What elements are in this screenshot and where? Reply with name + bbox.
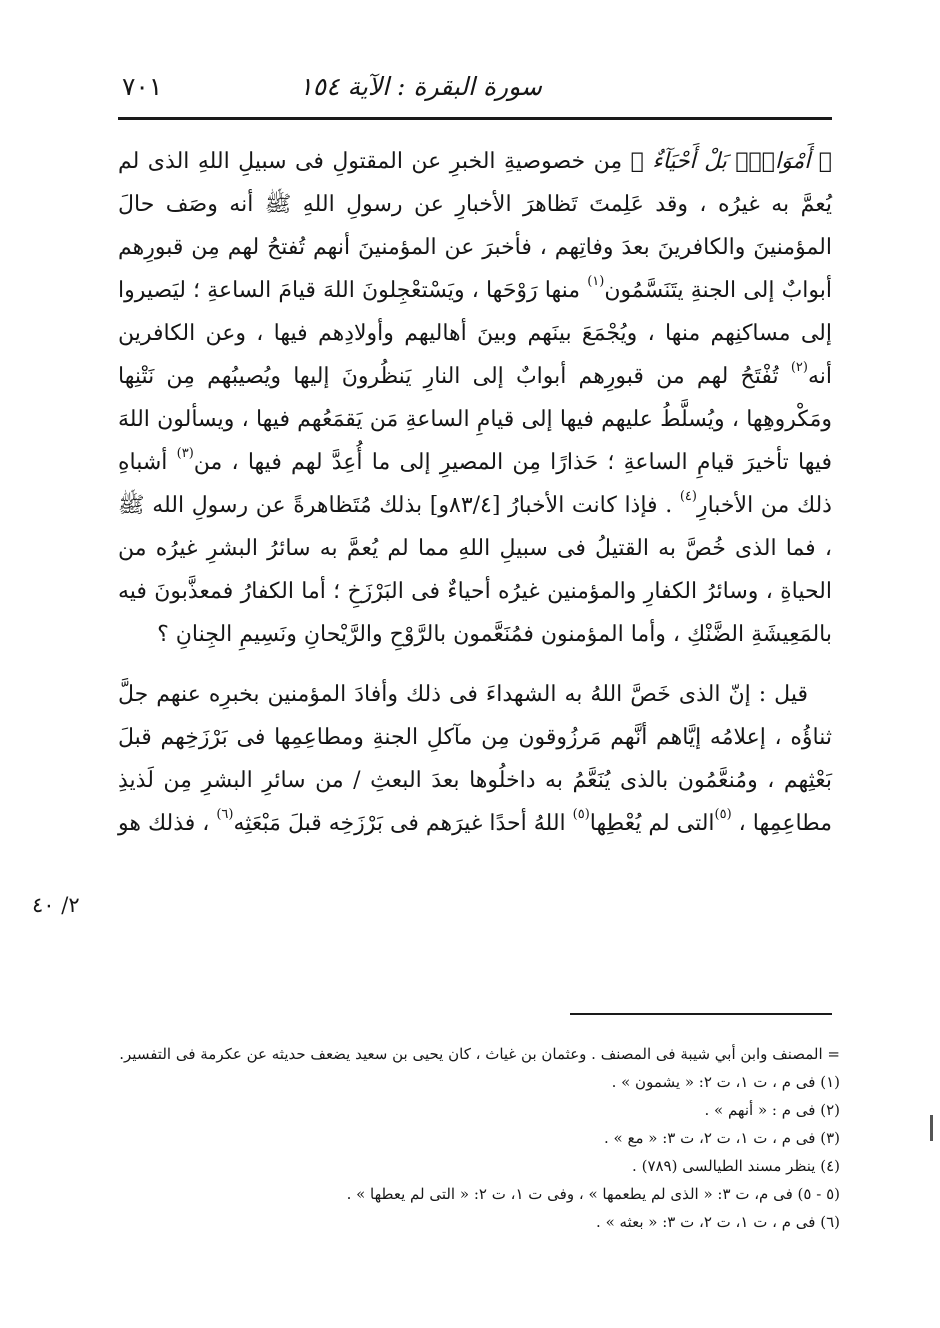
scan-edge-mark — [930, 1115, 933, 1141]
footnote-marker: (٥) — [572, 807, 590, 822]
page-header — [118, 60, 832, 120]
footnote-line: (٢) فى م : « أنهم » . — [704, 1101, 840, 1119]
footnote-separator — [570, 1013, 832, 1015]
footnote-line: (٦) فى م ، ت ١، ت ٢، ت ٣: « بعثه » . — [596, 1213, 840, 1231]
text-segment: اللهُ أحدًا غيرَهم فى بَرْزَخِه قبلَ مَبْعَثِه — [233, 811, 573, 836]
running-title: سورة البقرة : الآية ١٥٤ — [299, 72, 542, 101]
footnote-line: (١) فى م ، ت ١، ت ٢: « يشمون » . — [611, 1073, 840, 1091]
text-segment: منها رَوْحَها ، ويَسْتعْجِلونَ اللهَ قيامَ الساعةِ ؛ ليَصيروا إلى مساكنِهم منها ، ويُجْمَعَ بينَهم وبينَ أهاليهم وأولادِهم فيها ، وعن الكافرين أنه — [118, 278, 832, 389]
margin-page-reference: ٢/ ٤٠ — [32, 893, 80, 917]
header-rule — [118, 117, 832, 120]
paragraph-1 — [118, 140, 832, 656]
footnote-marker: (٥) — [714, 807, 732, 822]
footnote-marker: (١) — [587, 274, 605, 289]
footnote-line: (٣) فى م ، ت ١، ت ٢، ت ٣: « مع » . — [603, 1129, 840, 1147]
footnote-marker: (٤) — [679, 489, 697, 504]
text-segment: . فإذا كانت الأخبارُ [٨٣/٤و] بذلك مُتَظاهرةً عن رسولِ الله ﷺ ، فما الذى خُصَّ به القتيلُ فى سبيلِ اللهِ مما لم يُعمَّ به سائرُ البشرِ غيرُه من الحياةِ ، وسائرُ الكفارِ والمؤمنين غيرُه أحياءٌ فى البَرْزَخِ ؛ أما الكفارُ فمعذَّبونَ فيه بالمَعِيشَةِ الضَّنْكِ ، وأما المؤمنون فمُنَعَّمون بالرَّوْحِ والرَّيْحانِ ونَسِيمِ الجِنانِ ؟ — [118, 493, 832, 647]
text-segment: مِن خصوصيةِ الخبرِ عن المقتولِ فى سبيلِ اللهِ الذى لم يُعمَّ به غيرُه ، وقد عَلِمتَ تَظاهرَ الأخبارِ عن رسولِ اللهِ ﷺ أنه وصَف حالَ المؤمنينَ والكافرينَ بعدَ وفاتِهم ، فأخبرَ عن المؤمنينَ أنهم تُفتحُ لهم مِن قبورِهم أبوابٌ إلى الجنةِ يتَنَسَّمُون — [118, 149, 832, 303]
text-segment: تُفْتَحُ لهم من قبورِهم أبوابٌ إلى النارِ يَنظُرونَ إليها ويُصيبُهم مِن نَتْنِها ومَكْروهِها ، ويُسلَّطُ عليهم فيها إلى قيامِ الساعةِ مَن يَقمَعُهم فيها ، ويسألون اللهَ فيها تأخيرَ قيامِ الساعةِ ؛ حَذارًا مِن المصيرِ إلى ما أُعِدَّ لهم فيها ، من — [118, 364, 832, 475]
footnote-marker: (٦) — [216, 807, 234, 822]
footnote-marker: (٣) — [176, 446, 194, 461]
text-segment: أشباهِ ذلك من الأخبارِ — [118, 450, 832, 518]
footnote-line: (٥ - ٥) فى م، ت ٣: « الذى لم يطعمها » ، وفى ت ١، ت ٢: « التى لم يعطها » . — [346, 1185, 840, 1203]
footnote-line: (٤) ينظر مسند الطيالسى (٧٨٩) . — [632, 1157, 840, 1175]
footnote-marker: (٢) — [790, 360, 808, 375]
footnote-line: = المصنف وابن أبي شيبة فى المصنف . وعثمان بن غياث ، كان يحيى بن سعيد يضعف حديثه عن عكرمة فى التفسير. — [119, 1045, 840, 1063]
text-segment: التى لم يُعْطِها — [589, 811, 715, 836]
footnotes — [118, 1040, 840, 1236]
text-segment: ، فذلك هو — [117, 811, 217, 836]
quran-quote: ﴿ أَمْوَاتٌۢ بَلْ أَحْيَآءٌ ﴾ — [630, 149, 832, 174]
paragraph-2 — [118, 673, 832, 845]
text-segment: قيل : إنّ الذى خَصَّ اللهُ به الشهداءَ فى ذلك وأفادَ المؤمنين بخبرِه عنهم جلَّ ثناؤُه ، إعلامُه إيَّاهم أنَّهم مَرزُوقون مِن مآكلِ الجنةِ ومطاعِمِها فى بَرْزَخِهم قبلَ بَعْثِهم ، ومُنعَّمُون بالذى يُنَعَّمُ به داخلُوها بعدَ البعثِ / من سائرِ البشرِ مِن لَذيذِ مطاعِمِها ، — [118, 682, 832, 836]
main-text — [118, 140, 832, 845]
page-number: ٧٠١ — [122, 72, 163, 101]
